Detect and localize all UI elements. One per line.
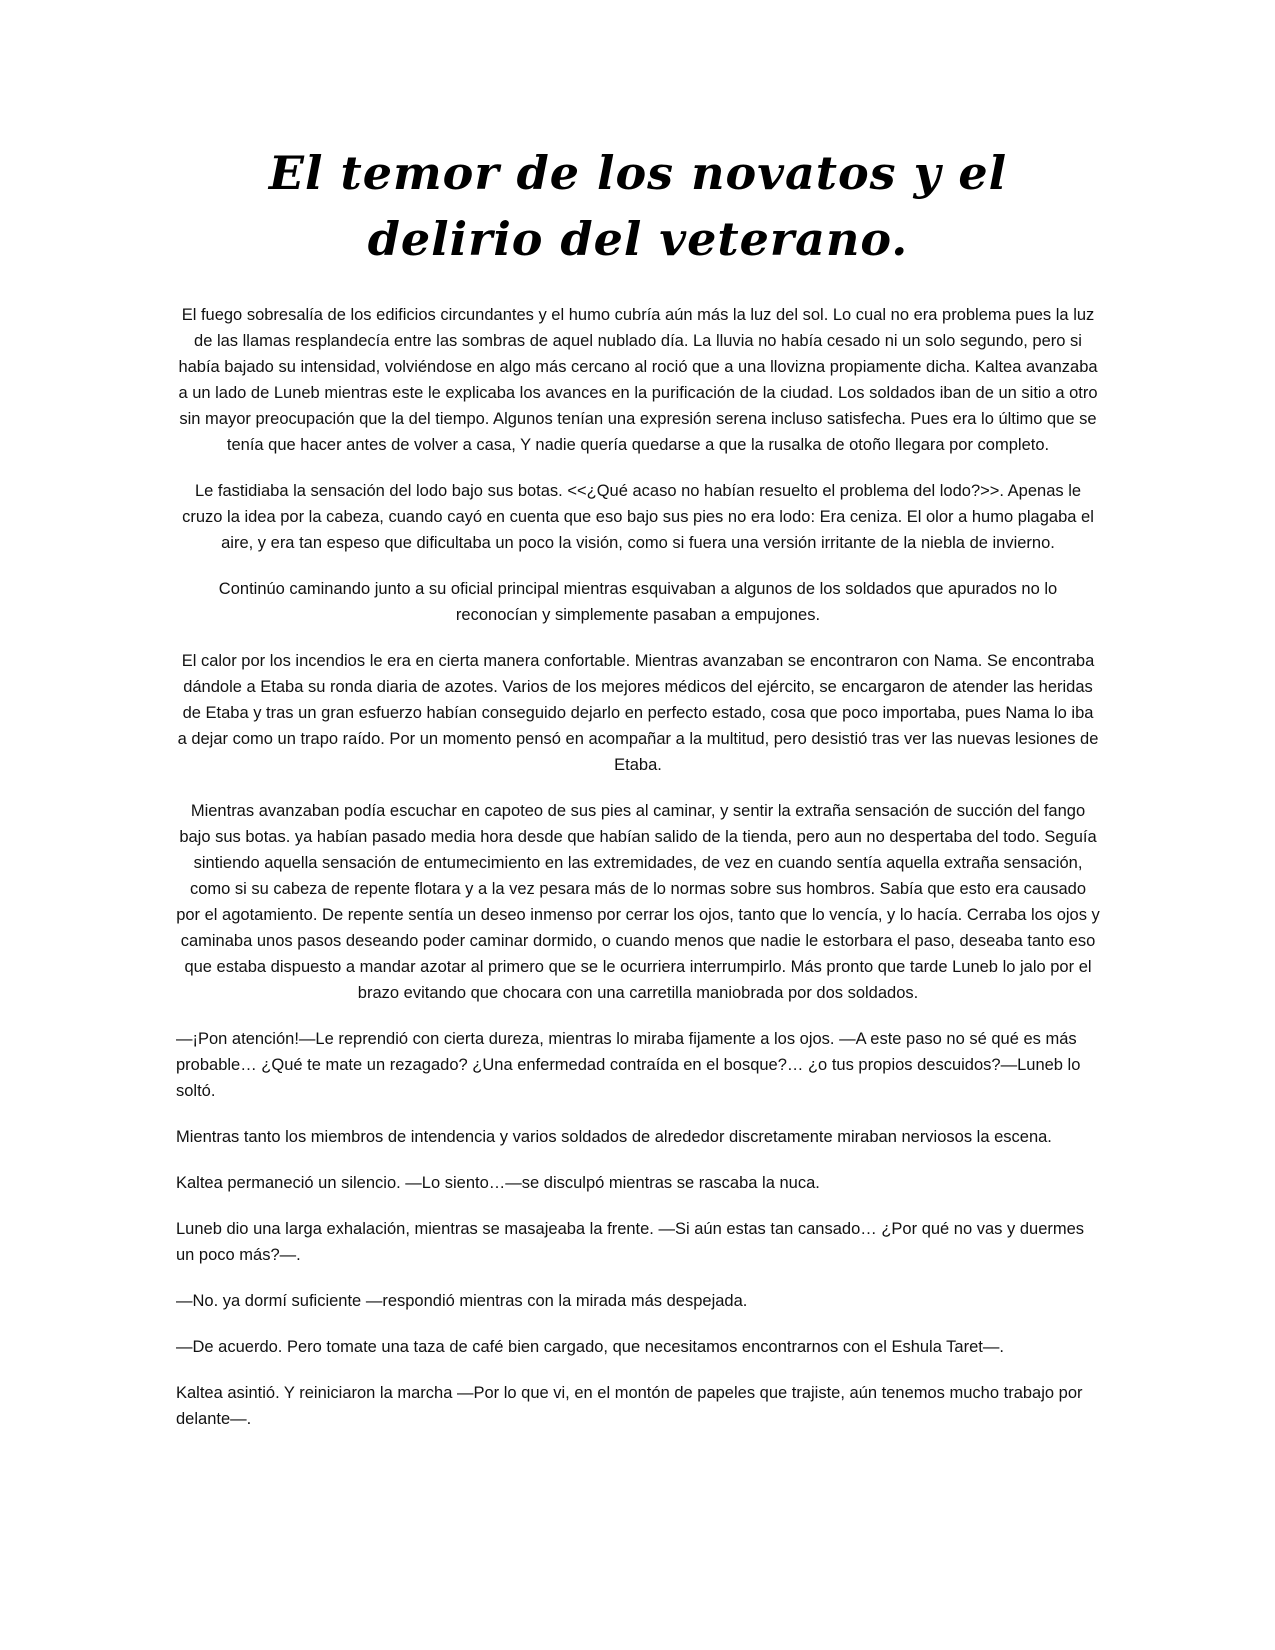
document-body [176,302,1100,1432]
paragraph: Le fastidiaba la sensación del lodo bajo sus botas. <<¿Qué acaso no habían resuelto el problema del lodo?>>. Apenas le cruzo la idea por la cabeza, cuando cayó en cuenta que eso bajo sus pies no era lodo: Era ceniza. El olor a humo plagaba el aire, y era tan espeso que dificultaba un poco la visión, como si fuera una versión irritante de la niebla de invierno. [182,482,1094,552]
paragraph: Mientras tanto los miembros de intendencia y varios soldados de alrededor discretamente miraban nerviosos la escena. [176,1128,1052,1146]
paragraph: Luneb dio una larga exhalación, mientras se masajeaba la frente. —Si aún estas tan cansado… ¿Por qué no vas y duermes un poco más?—. [176,1220,1085,1264]
paragraph: —No. ya dormí suficiente —respondió mientras con la mirada más despejada. [176,1292,748,1310]
paragraph: Kaltea asintió. Y reiniciaron la marcha —Por lo que vi, en el montón de papeles que trajiste, aún tenemos mucho trabajo por delante—. [176,1384,1083,1428]
paragraph: Mientras avanzaban podía escuchar en capoteo de sus pies al caminar, y sentir la extraña sensación de succión del fango bajo sus botas. ya habían pasado media hora desde que habían salido de la tienda, pero aun no despertaba del todo. Seguía sintiendo aquella sensación de entumecimiento en las extremidades, de vez en cuando sentía aquella extraña sensación, como si su cabeza de repente flotara y a la vez pesara más de lo normas sobre sus hombros. Sabía que esto era causado por el agotamiento. De repente sentía un deseo inmenso por cerrar los ojos, tanto que lo vencía, y lo hacía. Cerraba los ojos y caminaba unos pasos deseando poder caminar dormido, o cuando menos que nadie le estorbara el paso, deseaba tanto eso que estaba dispuesto a mandar azotar al primero que se le ocurriera interrumpirlo. Más pronto que tarde Luneb lo jalo por el brazo evitando que chocara con una carretilla maniobrada por dos soldados. [176,802,1100,1002]
paragraph: —De acuerdo. Pero tomate una taza de café bien cargado, que necesitamos encontrarnos con el Eshula Taret—. [176,1338,1004,1356]
paragraph: Continúo caminando junto a su oficial principal mientras esquivaban a algunos de los soldados que apurados no lo reconocían y simplemente pasaban a empujones. [218,580,1058,624]
paragraph: Kaltea permaneció un silencio. —Lo siento…—se disculpó mientras se rascaba la nuca. [176,1174,820,1192]
paragraph: El fuego sobresalía de los edificios circundantes y el humo cubría aún más la luz del sol. Lo cual no era problema pues la luz de las llamas resplandecía entre las sombras de aquel nublado día. La lluvia no había cesado ni un solo segundo, pero si había bajado su intensidad, volviéndose en algo más cercano al roció que a una llovizna propiamente dicha. Kaltea avanzaba a un lado de Luneb mientras este le explicaba los avances en la purificación de la ciudad. Los soldados iban de un sitio a otro sin mayor preocupación que la del tiempo. Algunos tenían una expresión serena incluso satisfecha. Pues era lo último que se tenía que hacer antes de volver a casa, Y nadie quería quedarse a que la rusalka de otoño llegara por completo. [178,306,1098,454]
document-title: El temor de los novatos y el delirio del veterano. [268,146,1008,266]
paragraph: —¡Pon atención!—Le reprendió con cierta dureza, mientras lo miraba fijamente a los ojos. —A este paso no sé qué es más probable… ¿Qué te mate un rezagado? ¿Una enfermedad contraída en el bosque?… ¿o tus propios descuidos?—Luneb lo soltó. [176,1030,1081,1100]
paragraph: El calor por los incendios le era en cierta manera confortable. Mientras avanzaban se encontraron con Nama. Se encontraba dándole a Etaba su ronda diaria de azotes. Varios de los mejores médicos del ejército, se encargaron de atender las heridas de Etaba y tras un gran esfuerzo habían conseguido dejarlo en perfecto estado, cosa que poco importaba, pues Nama lo iba a dejar como un trapo raído. Por un momento pensó en acompañar a la multitud, pero desistió tras ver las nuevas lesiones de Etaba. [177,652,1099,774]
